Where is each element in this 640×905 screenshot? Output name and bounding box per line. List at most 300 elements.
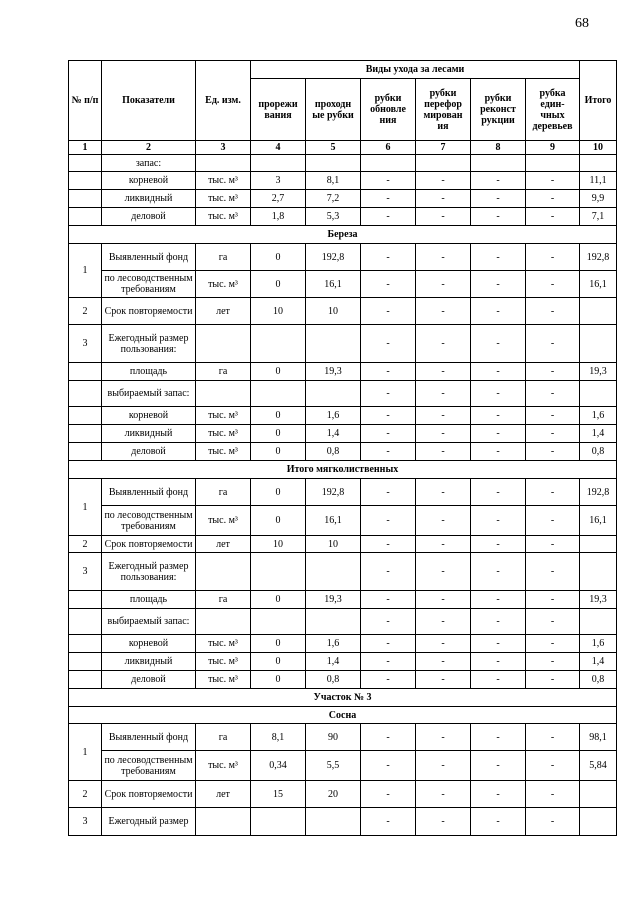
forest-care-table [68,60,617,836]
row-number [69,381,102,407]
value-cell: - [471,724,526,751]
value-cell [580,536,617,553]
value-cell: - [526,808,580,836]
value-cell [306,381,361,407]
col-number: 7 [416,141,471,155]
value-cell: - [361,190,416,208]
row-number [69,155,102,172]
value-cell: 1,4 [580,425,617,443]
value-cell: 7,2 [306,190,361,208]
row-number: 2 [69,536,102,553]
value-cell: - [361,479,416,506]
col-number: 10 [580,141,617,155]
value-cell [471,155,526,172]
table-row [69,172,617,190]
value-cell: - [471,808,526,836]
value-cell: - [416,653,471,671]
value-cell: - [526,190,580,208]
row-number [69,172,102,190]
value-cell: - [416,609,471,635]
value-cell: - [471,591,526,609]
indicator-label: Выявленный фонд [102,479,196,506]
value-cell: 1,4 [306,653,361,671]
row-number [69,208,102,226]
value-cell: 0 [251,671,306,689]
table-row [69,443,617,461]
table-row [69,155,617,172]
col-header-unit: Ед. изм. [196,61,251,141]
value-cell: 1,6 [580,407,617,425]
table-row [69,751,617,781]
value-cell: 7,1 [580,208,617,226]
value-cell: - [361,443,416,461]
value-cell: - [471,553,526,591]
section-row [69,461,617,479]
value-cell: - [526,208,580,226]
value-cell: - [471,325,526,363]
table-row [69,381,617,407]
value-cell [306,553,361,591]
value-cell: - [471,479,526,506]
value-cell: - [361,553,416,591]
row-number [69,635,102,653]
row-number: 3 [69,553,102,591]
value-cell: - [416,244,471,271]
value-cell: 19,3 [306,363,361,381]
value-cell: 5,84 [580,751,617,781]
indicator-label: по лесоводственным требованиям [102,271,196,298]
row-number: 2 [69,298,102,325]
value-cell: - [526,479,580,506]
unit-cell: тыс. м³ [196,172,251,190]
unit-cell: га [196,244,251,271]
value-cell: - [526,425,580,443]
unit-cell: тыс. м³ [196,208,251,226]
value-cell [306,155,361,172]
indicator-label: корневой [102,172,196,190]
value-cell: 11,1 [580,172,617,190]
unit-cell: га [196,724,251,751]
value-cell: - [416,751,471,781]
row-number: 1 [69,244,102,298]
value-cell: 1,6 [306,635,361,653]
value-cell: - [416,425,471,443]
value-cell: 5,3 [306,208,361,226]
value-cell: - [471,363,526,381]
unit-cell: лет [196,536,251,553]
table-row [69,298,617,325]
col-header-total: Итого [580,61,617,141]
value-cell: 0 [251,653,306,671]
value-cell: 10 [251,536,306,553]
table-row [69,808,617,836]
value-cell: - [361,298,416,325]
indicator-label: Ежегодный размер [102,808,196,836]
table-row [69,671,617,689]
value-cell: - [361,591,416,609]
value-cell [251,381,306,407]
unit-cell: лет [196,298,251,325]
value-cell: - [471,536,526,553]
indicator-label: ликвидный [102,653,196,671]
value-cell: - [471,190,526,208]
unit-cell: тыс. м³ [196,635,251,653]
col-number: 8 [471,141,526,155]
value-cell: 16,1 [580,506,617,536]
value-cell: - [416,635,471,653]
row-number [69,407,102,425]
value-cell: - [471,751,526,781]
value-cell: - [416,671,471,689]
value-cell [580,808,617,836]
value-cell [306,325,361,363]
value-cell: - [361,208,416,226]
value-cell: - [526,781,580,808]
value-cell: - [526,381,580,407]
col-number: 4 [251,141,306,155]
value-cell: - [361,536,416,553]
unit-cell: тыс. м³ [196,190,251,208]
table-row [69,479,617,506]
value-cell: - [526,325,580,363]
row-number: 1 [69,724,102,781]
value-cell: 98,1 [580,724,617,751]
value-cell: - [361,635,416,653]
unit-cell [196,609,251,635]
value-cell: 0 [251,635,306,653]
section-row [69,707,617,724]
value-cell: - [526,724,580,751]
indicator-label: Срок повторяемости [102,781,196,808]
value-cell: 1,6 [306,407,361,425]
value-cell: 2,7 [251,190,306,208]
value-cell [251,155,306,172]
value-cell: - [471,172,526,190]
row-number [69,443,102,461]
table-row [69,724,617,751]
value-cell: 0,34 [251,751,306,781]
value-cell: 0 [251,244,306,271]
value-cell: - [526,298,580,325]
indicator-label: ликвидный [102,425,196,443]
table-row [69,635,617,653]
value-cell: - [471,671,526,689]
value-cell: - [361,808,416,836]
col-number: 9 [526,141,580,155]
indicator-label: корневой [102,635,196,653]
value-cell: - [526,363,580,381]
col-header-indicator: Показатели [102,61,196,141]
row-number [69,190,102,208]
value-cell: - [361,363,416,381]
unit-cell: га [196,363,251,381]
indicator-label: площадь [102,363,196,381]
indicator-label: запас: [102,155,196,172]
value-cell: - [416,506,471,536]
value-cell: - [416,443,471,461]
value-cell: - [526,244,580,271]
value-cell: - [361,671,416,689]
value-cell: 0,8 [580,671,617,689]
value-cell: - [361,609,416,635]
value-cell: 0,8 [580,443,617,461]
value-cell: 0,8 [306,443,361,461]
table-row [69,208,617,226]
indicator-label: площадь [102,591,196,609]
value-cell: - [416,808,471,836]
row-number: 3 [69,325,102,363]
value-cell: 0 [251,407,306,425]
value-cell: 10 [306,536,361,553]
value-cell: 192,8 [306,479,361,506]
section-row [69,689,617,707]
value-cell: - [471,653,526,671]
unit-cell: га [196,479,251,506]
value-cell: - [416,208,471,226]
value-cell: - [416,553,471,591]
value-cell: 16,1 [306,271,361,298]
value-cell: - [361,781,416,808]
row-number: 3 [69,808,102,836]
table-row [69,425,617,443]
indicator-label: Ежегодный размер пользования: [102,553,196,591]
value-cell: - [416,407,471,425]
col-number: 3 [196,141,251,155]
unit-cell: тыс. м³ [196,271,251,298]
value-cell: - [471,407,526,425]
value-cell: 16,1 [306,506,361,536]
value-cell: - [416,325,471,363]
value-cell: - [471,271,526,298]
col-header-passage: проходн ые рубки [306,79,361,141]
section-title: Участок № 3 [69,689,617,707]
unit-cell [196,155,251,172]
col-number: 1 [69,141,102,155]
value-cell: 0,8 [306,671,361,689]
col-number: 2 [102,141,196,155]
value-cell: - [361,653,416,671]
col-number: 6 [361,141,416,155]
col-header-renewal: рубки обновле ния [361,79,416,141]
col-header-single-trees: рубка един- чных деревьев [526,79,580,141]
value-cell [251,808,306,836]
value-cell: - [416,591,471,609]
value-cell: - [416,298,471,325]
value-cell: - [416,190,471,208]
value-cell: - [526,553,580,591]
row-number [69,609,102,635]
value-cell: 0 [251,591,306,609]
col-header-reformation: рубки перефор мирован ия [416,79,471,141]
indicator-label: Срок повторяемости [102,536,196,553]
row-number: 1 [69,479,102,536]
value-cell: 0 [251,443,306,461]
unit-cell: тыс. м³ [196,671,251,689]
unit-cell: лет [196,781,251,808]
value-cell: - [526,635,580,653]
value-cell: 8,1 [306,172,361,190]
value-cell: 90 [306,724,361,751]
value-cell: - [361,751,416,781]
table-row [69,653,617,671]
value-cell: - [361,381,416,407]
unit-cell: га [196,591,251,609]
indicator-label: выбираемый запас: [102,381,196,407]
value-cell: - [526,671,580,689]
value-cell: 9,9 [580,190,617,208]
value-cell [580,553,617,591]
value-cell: - [471,298,526,325]
value-cell: 10 [251,298,306,325]
value-cell: 8,1 [251,724,306,751]
value-cell: - [526,591,580,609]
table-row [69,244,617,271]
value-cell: - [416,271,471,298]
col-number: 5 [306,141,361,155]
col-header-num: № п/п [69,61,102,141]
unit-cell [196,325,251,363]
value-cell: - [471,244,526,271]
value-cell: 0 [251,363,306,381]
indicator-label: по лесоводственным требованиям [102,506,196,536]
value-cell [251,553,306,591]
indicator-label: деловой [102,208,196,226]
value-cell: - [361,172,416,190]
table-row [69,506,617,536]
value-cell: 3 [251,172,306,190]
value-cell: - [471,506,526,536]
unit-cell: тыс. м³ [196,506,251,536]
value-cell: - [416,381,471,407]
value-cell: - [526,609,580,635]
value-cell [580,609,617,635]
table-row [69,190,617,208]
table-row [69,363,617,381]
value-cell [580,781,617,808]
value-cell: - [526,751,580,781]
unit-cell: тыс. м³ [196,407,251,425]
unit-cell [196,553,251,591]
value-cell: - [471,443,526,461]
indicator-label: деловой [102,671,196,689]
value-cell: - [471,609,526,635]
value-cell: - [471,208,526,226]
table-row [69,271,617,298]
section-title: Итого мягколиственных [69,461,617,479]
value-cell: - [526,536,580,553]
unit-cell: тыс. м³ [196,425,251,443]
value-cell: 0 [251,271,306,298]
value-cell: - [471,381,526,407]
value-cell: - [526,653,580,671]
value-cell: - [416,781,471,808]
value-cell [361,155,416,172]
indicator-label: Выявленный фонд [102,724,196,751]
value-cell [526,155,580,172]
col-header-thinning: прорежи вания [251,79,306,141]
table-row [69,609,617,635]
indicator-label: деловой [102,443,196,461]
col-header-reconstruction: рубки реконст рукции [471,79,526,141]
table-row [69,591,617,609]
value-cell [416,155,471,172]
value-cell: - [361,724,416,751]
value-cell: - [361,244,416,271]
indicator-label: корневой [102,407,196,425]
value-cell [306,808,361,836]
value-cell: 1,4 [580,653,617,671]
value-cell: 20 [306,781,361,808]
col-header-group: Виды ухода за лесами [251,61,580,79]
value-cell: - [416,363,471,381]
table-row [69,553,617,591]
value-cell: - [416,479,471,506]
unit-cell [196,381,251,407]
value-cell: - [416,172,471,190]
value-cell: - [526,407,580,425]
value-cell: 1,4 [306,425,361,443]
table-body [69,155,617,836]
value-cell: - [471,635,526,653]
row-number: 2 [69,781,102,808]
section-row [69,226,617,244]
value-cell: - [361,506,416,536]
value-cell [251,609,306,635]
table-row [69,536,617,553]
value-cell: - [416,724,471,751]
row-number [69,425,102,443]
row-number [69,591,102,609]
value-cell [580,298,617,325]
value-cell: 10 [306,298,361,325]
row-number [69,671,102,689]
section-title: Береза [69,226,617,244]
value-cell: 0 [251,479,306,506]
value-cell: - [361,271,416,298]
unit-cell: тыс. м³ [196,751,251,781]
value-cell [306,609,361,635]
unit-cell [196,808,251,836]
value-cell: - [361,407,416,425]
value-cell: 15 [251,781,306,808]
row-number [69,363,102,381]
value-cell [251,325,306,363]
value-cell: - [526,271,580,298]
value-cell: - [526,172,580,190]
value-cell: 0 [251,425,306,443]
value-cell: 192,8 [306,244,361,271]
unit-cell: тыс. м³ [196,443,251,461]
value-cell [580,381,617,407]
unit-cell: тыс. м³ [196,653,251,671]
value-cell: 16,1 [580,271,617,298]
value-cell [580,155,617,172]
page-number: 68 [575,16,589,31]
indicator-label: ликвидный [102,190,196,208]
value-cell: 192,8 [580,479,617,506]
table-row [69,407,617,425]
value-cell: - [361,325,416,363]
indicator-label: Срок повторяемости [102,298,196,325]
value-cell: - [526,443,580,461]
section-title: Сосна [69,707,617,724]
value-cell [580,325,617,363]
value-cell: 5,5 [306,751,361,781]
value-cell: - [526,506,580,536]
indicator-label: выбираемый запас: [102,609,196,635]
value-cell: 19,3 [306,591,361,609]
value-cell: 192,8 [580,244,617,271]
